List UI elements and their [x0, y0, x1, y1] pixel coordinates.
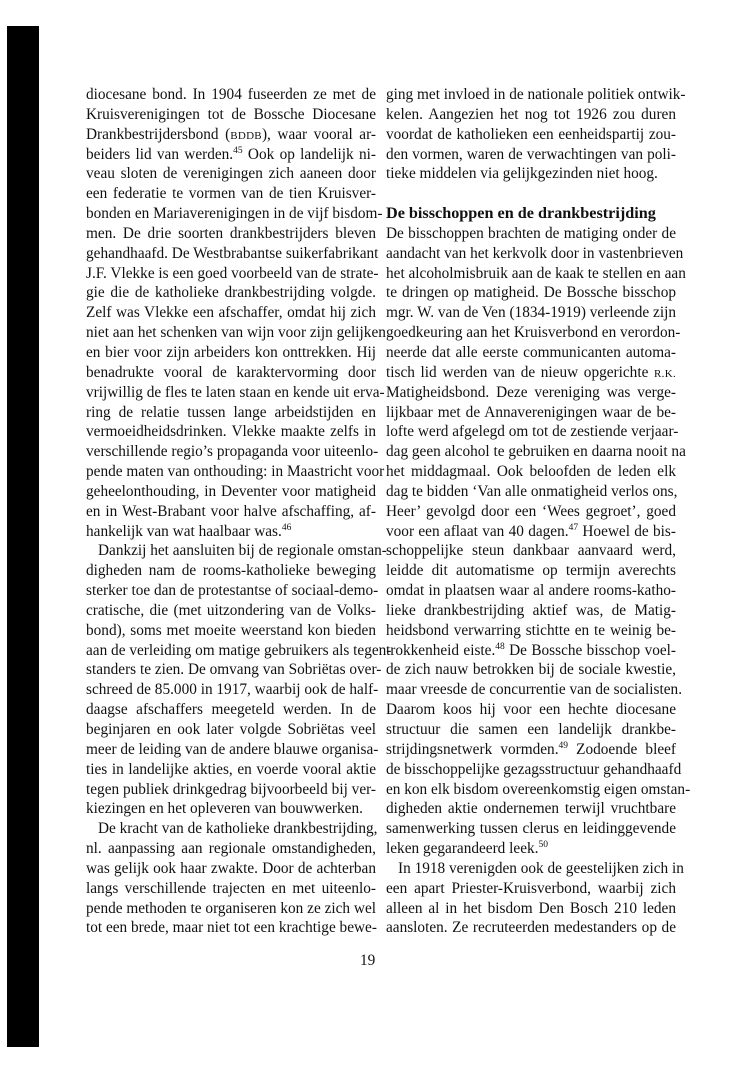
paragraph-first-line: De kracht van de katholieke drankbestrijding,	[98, 820, 378, 838]
text-line: leidde dit automatisme op termijn averechts	[386, 562, 676, 580]
text-line: geheelonthouding, in Deventer voor matigheid	[86, 482, 376, 500]
text-line: mgr. W. van de Ven (1834-1919) verleende zijn	[386, 304, 676, 322]
text-line: het alcoholmisbruik aan de kaak te stellen en aan	[386, 264, 686, 282]
text-line: den vormen, waren de verwachtingen van poli-	[386, 145, 676, 163]
paragraph-first-line: Dankzij het aansluiten bij de regionale omstan-	[98, 542, 387, 560]
text-segment: tisch lid werden van de nieuw opgerichte	[386, 363, 655, 381]
footnote-marker[interactable]: 46	[281, 522, 292, 533]
text-line: dag geen alcohol te gebruiken en daarna nooit na	[386, 443, 686, 461]
text-line: aandacht van het kerkvolk door in vastenbrieven	[386, 244, 684, 262]
text-segment: beiders lid van werden.	[86, 145, 234, 163]
text-line: ging met invloed in de nationale politiek ontwik-	[386, 86, 686, 103]
text-line: sterker toe dan de protestantse of sociaal-demo-	[86, 582, 379, 600]
footnote-marker[interactable]: 45	[233, 145, 243, 156]
text-line: Daarom koos hij voor een hechte diocesane	[386, 701, 676, 719]
text-line	[386, 641, 676, 661]
text-line: standers te zien. De omvang van Sobriëtas over-	[86, 661, 382, 679]
text-segment: Drankbestrijdersbond (	[86, 125, 231, 143]
text-line: bond), soms met moeite weerstand kon bieden	[86, 621, 376, 639]
text-line: vrijwillig de fles te laten staan en kende uit erva-	[86, 383, 385, 401]
right-column-intro	[386, 85, 686, 184]
text-line: nl. aanpassing aan regionale omstandigheden,	[86, 840, 376, 858]
text-line: goedkeuring aan het Kruisverbond en verordon-	[386, 324, 681, 342]
text-segment: hankelijk van wat haalbaar was.	[86, 522, 282, 540]
text-line	[386, 363, 676, 383]
text-line: De bisschoppen brachten de matiging onder de	[386, 224, 676, 242]
section-spacer	[386, 184, 676, 204]
text-line: pende maten van onthouding: in Maastricht voor	[86, 463, 385, 481]
text-line: alleen al in het bisdom Den Bosch 210 leden	[386, 899, 676, 917]
scan-binding-edge	[7, 26, 39, 1047]
text-line: kiezingen en het opleveren van bouwwerken.	[86, 800, 363, 818]
text-line: gehandhaafd. De Westbrabantse suikerfabrikant	[86, 244, 379, 262]
left-column	[86, 85, 392, 938]
text-line: neerde dat alle eerste communicanten automa-	[386, 343, 676, 361]
text-line: te dringen op matigheid. De Bossche bisschop	[386, 284, 676, 302]
text-line	[386, 522, 676, 542]
text-line: lijkbaar met de Annaverenigingen waar de be-	[386, 403, 676, 421]
text-line: samenwerking tussen clerus en leidinggevende	[386, 820, 676, 838]
text-segment: voor een aflaat van 40 dagen.	[386, 522, 569, 540]
text-line	[86, 522, 376, 542]
text-line: een apart Priester-Kruisverbond, waarbij zich	[386, 879, 676, 897]
text-line: pende methoden te organiseren kon ze zich wel	[86, 899, 376, 917]
footnote-marker[interactable]: 50	[538, 840, 548, 851]
text-segment: Zodoende bleef	[568, 740, 676, 758]
text-line	[386, 839, 676, 859]
text-line: kelen. Aangezien het nog tot 1926 zou duren	[386, 105, 676, 123]
text-line: aansloten. Ze recruteerden medestanders op de	[386, 919, 676, 937]
text-line: niet aan het schenken van wijn voor zijn gelijken	[86, 324, 386, 342]
text-line: benadrukte vooral de karaktervorming door	[86, 363, 376, 381]
paragraph-first-line: In 1918 verenigden ook de geestelijken zich in	[398, 859, 684, 877]
text-segment: Hoewel de bis-	[578, 522, 676, 540]
text-line: schreed de 85.000 in 1917, waarbij ook de half-	[86, 681, 379, 699]
text-line: aan de verleiding om matige gebruikers als tegen-	[86, 641, 392, 659]
text-line: beginjaren en ook later volgde Sobriëtas veel	[86, 721, 376, 738]
text-line: een federatie te vormen van de tien Kruisver-	[86, 185, 376, 203]
text-line: tot een brede, maar niet tot een krachtige bewe-	[86, 919, 377, 937]
text-line: ring de relatie tussen lange arbeidstijden en	[86, 403, 376, 421]
text-line: tegen publiek drinkgedrag bijvoorbeeld bij ver-	[86, 780, 376, 798]
text-segment: strijdingsnetwerk vormden.	[386, 740, 559, 758]
text-line: langs verschillende trajecten en met uiteenlo-	[86, 879, 376, 897]
text-line	[386, 740, 676, 760]
text-line: omdat in plaatsen waar al andere rooms-katho-	[386, 582, 676, 600]
text-line: J.F. Vlekke is een goed voorbeeld van de strate-	[86, 264, 379, 282]
text-segment: trokkenheid eiste.	[386, 641, 496, 659]
footnote-marker[interactable]: 48	[495, 641, 505, 652]
text-line: lieke drankbestrijding aktief was, de Matig-	[386, 601, 676, 619]
text-line: en in West-Brabant voor halve afschaffing, af-	[86, 502, 376, 520]
text-line: dag te bidden ‘Van alle onmatigheid verlos ons,	[386, 482, 678, 500]
text-line	[86, 145, 376, 165]
page-number: 19	[360, 952, 376, 969]
text-line: was gelijk ook haar zwakte. Door de achterban	[86, 859, 376, 877]
text-line: en bier voor zijn arbeiders kon onttrekken. Hij	[86, 343, 376, 361]
footnote-marker[interactable]: 49	[558, 740, 569, 751]
abbreviation: R.K.	[654, 367, 676, 380]
right-column-section-body	[386, 224, 691, 938]
text-line: bonden en Mariaverenigingen in de vijf bisdom-	[86, 205, 383, 223]
footnote-marker[interactable]: 47	[568, 522, 579, 533]
text-segment: De Bossche bisschop voel-	[504, 641, 676, 659]
text-line: gie die de katholieke drankbestrijding volgde.	[86, 284, 376, 302]
text-line: de bisschoppelijke gezagsstructuur gehandhaafd	[386, 760, 682, 778]
right-column	[386, 85, 691, 938]
text-segment: Ook op landelijk ni-	[242, 145, 376, 163]
text-line: ties in landelijke akties, en voerde vooral aktie	[86, 760, 376, 778]
text-line: en kon elk bisdom overeenkomstig eigen omstan-	[386, 780, 691, 798]
text-line: cratische, die (met uitzondering van de Volks-	[86, 601, 376, 619]
text-line: Heer’ gevolgd door een ‘Wees gegroet’, goed	[386, 502, 676, 520]
text-line: Zelf was Vlekke een afschaffer, omdat hij zich	[86, 304, 376, 322]
text-line: Matigheidsbond. Deze vereniging was verge-	[386, 383, 676, 401]
text-line: Kruisverenigingen tot de Bossche Diocesane	[86, 105, 376, 123]
section-heading: De bisschoppen en de drankbestrijding	[386, 204, 656, 223]
text-line: voordat de katholieken een eenheidspartij zou-	[386, 125, 676, 143]
text-line: vermoeidheidsdrinken. Vlekke maakte zelfs in	[86, 423, 376, 441]
text-line: verschillende regio’s propaganda voor uiteenlo-	[86, 443, 379, 461]
text-line: digheden aktie ondernemen terwijl vruchtbare	[386, 800, 676, 818]
abbreviation: BDDB	[230, 129, 262, 142]
text-line: schoppelijke steun dankbaar aanvaard werd,	[386, 542, 676, 560]
text-segment: ), waar vooral ar-	[261, 125, 376, 143]
text-line: het middagmaal. Ook beloofden de leden elk	[386, 463, 676, 481]
text-line: maar vreesde de concurrentie van de socialisten.	[386, 681, 683, 699]
text-line: meer de leiding van de andere blauwe organisa-	[86, 740, 379, 758]
text-line: tieke middelen via gelijkgezinden niet hoog.	[386, 165, 658, 183]
text-line: digheden nam de rooms-katholieke beweging	[86, 562, 376, 580]
text-line: daagse afschaffers meegeteld werden. In de	[86, 701, 376, 719]
text-line	[86, 125, 376, 145]
text-line: structuur die samen een landelijk drankbe-	[386, 721, 676, 738]
text-line: men. De drie soorten drankbestrijders bleven	[86, 224, 376, 242]
text-line: veau sloten de verenigingen zich aaneen door	[86, 165, 376, 183]
text-segment: leken gegarandeerd leek.	[386, 840, 539, 858]
text-line: lofte werd afgelegd om tot de zestiende verjaar-	[386, 423, 679, 441]
text-line: de zich nauw betrokken bij de sociale kwestie,	[386, 661, 676, 679]
text-line: heidsbond verwarring stichtte en te weinig be-	[386, 621, 676, 639]
text-line: diocesane bond. In 1904 fuseerden ze met de	[86, 86, 376, 103]
